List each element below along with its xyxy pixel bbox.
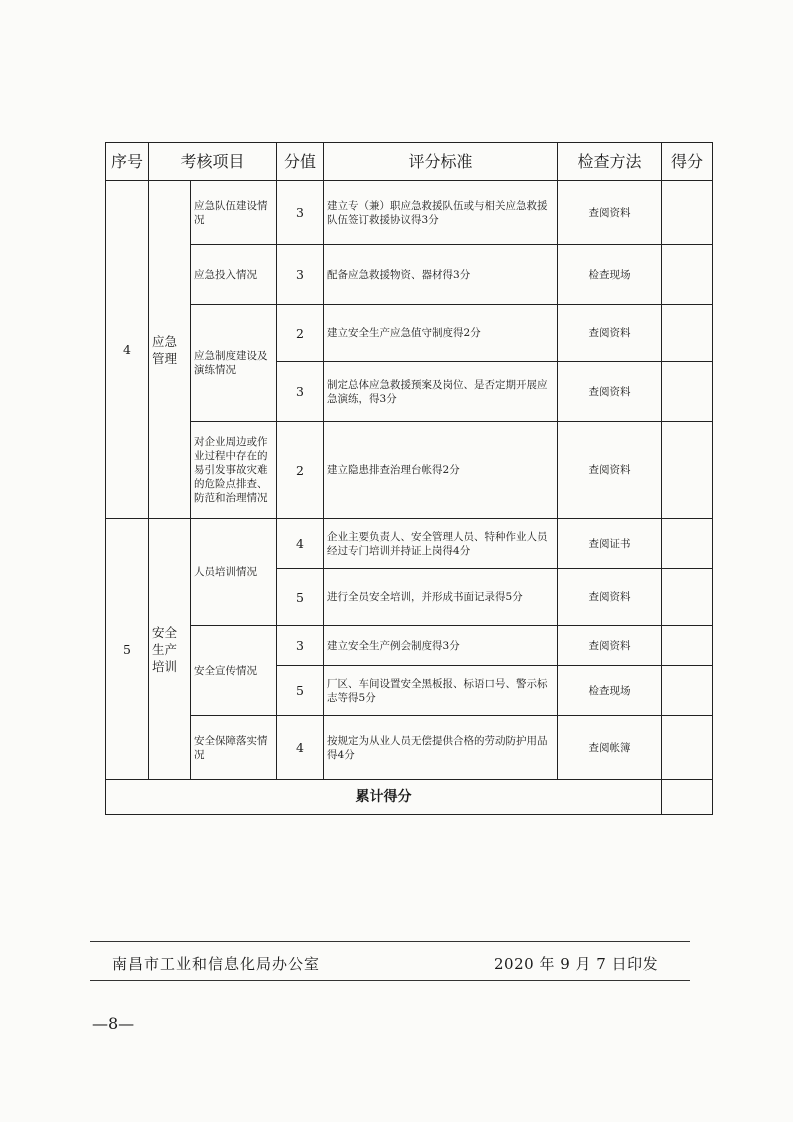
item-criteria: 制定总体应急救援预案及岗位、是否定期开展应急演练，得3分 bbox=[324, 362, 558, 422]
item-criteria: 进行全员安全培训，并形成书面记录得5分 bbox=[324, 569, 558, 626]
item-score: 2 bbox=[277, 305, 324, 362]
item-score: 3 bbox=[277, 181, 324, 245]
footer-issuer: 南昌市工业和信息化局办公室 bbox=[112, 955, 321, 973]
item-points bbox=[662, 362, 713, 422]
item-points bbox=[662, 569, 713, 626]
total-row bbox=[106, 780, 713, 815]
item-method: 检查现场 bbox=[558, 245, 662, 305]
table-row bbox=[106, 519, 713, 569]
item-criteria: 按规定为从业人员无偿提供合格的劳动防护用品得4分 bbox=[324, 716, 558, 780]
item-name: 应急制度建设及演练情况 bbox=[191, 305, 277, 422]
item-points bbox=[662, 626, 713, 666]
item-method: 查阅证书 bbox=[558, 519, 662, 569]
item-points bbox=[662, 305, 713, 362]
section-no: 5 bbox=[106, 519, 149, 780]
item-method: 查阅帐簿 bbox=[558, 716, 662, 780]
item-name: 应急投入情况 bbox=[191, 245, 277, 305]
item-name: 安全宣传情况 bbox=[191, 626, 277, 716]
item-points bbox=[662, 716, 713, 780]
section-no: 4 bbox=[106, 181, 149, 519]
item-points bbox=[662, 245, 713, 305]
table-row bbox=[106, 626, 713, 666]
header-points: 得分 bbox=[662, 143, 713, 181]
item-criteria: 建立安全生产例会制度得3分 bbox=[324, 626, 558, 666]
item-name: 安全保障落实情况 bbox=[191, 716, 277, 780]
item-method: 查阅资料 bbox=[558, 626, 662, 666]
item-method: 查阅资料 bbox=[558, 305, 662, 362]
header-score: 分值 bbox=[277, 143, 324, 181]
item-score: 5 bbox=[277, 666, 324, 716]
item-criteria: 配备应急救援物资、器材得3分 bbox=[324, 245, 558, 305]
table-row bbox=[106, 716, 713, 780]
item-criteria: 建立隐患排查治理台帐得2分 bbox=[324, 422, 558, 519]
scoring-table bbox=[105, 142, 713, 815]
table-row bbox=[106, 422, 713, 519]
table-row bbox=[106, 245, 713, 305]
header-criteria: 评分标准 bbox=[324, 143, 558, 181]
total-label: 累计得分 bbox=[106, 780, 662, 815]
item-points bbox=[662, 666, 713, 716]
item-method: 检查现场 bbox=[558, 666, 662, 716]
item-score: 4 bbox=[277, 519, 324, 569]
item-name: 对企业周边或作业过程中存在的易引发事故灾难的危险点排查、防范和治理情况 bbox=[191, 422, 277, 519]
item-score: 3 bbox=[277, 626, 324, 666]
item-criteria: 企业主要负责人、安全管理人员、特种作业人员经过专门培训并持证上岗得4分 bbox=[324, 519, 558, 569]
item-points bbox=[662, 181, 713, 245]
item-criteria: 厂区、车间设置安全黑板报、标语口号、警示标志等得5分 bbox=[324, 666, 558, 716]
item-method: 查阅资料 bbox=[558, 181, 662, 245]
item-score: 4 bbox=[277, 716, 324, 780]
header-no: 序号 bbox=[106, 143, 149, 181]
footer-top-rule bbox=[90, 941, 690, 942]
table-row bbox=[106, 305, 713, 362]
item-name: 应急队伍建设情况 bbox=[191, 181, 277, 245]
item-score: 3 bbox=[277, 362, 324, 422]
section-category: 应急管理 bbox=[149, 181, 191, 519]
item-method: 查阅资料 bbox=[558, 569, 662, 626]
item-criteria: 建立安全生产应急值守制度得2分 bbox=[324, 305, 558, 362]
section-category: 安全生产培训 bbox=[149, 519, 191, 780]
header-method: 检查方法 bbox=[558, 143, 662, 181]
item-name: 人员培训情况 bbox=[191, 519, 277, 626]
item-points bbox=[662, 422, 713, 519]
item-score: 2 bbox=[277, 422, 324, 519]
footer-bottom-rule bbox=[90, 980, 690, 981]
header-item: 考核项目 bbox=[149, 143, 277, 181]
item-points bbox=[662, 519, 713, 569]
total-points bbox=[662, 780, 713, 815]
item-method: 查阅资料 bbox=[558, 362, 662, 422]
item-method: 查阅资料 bbox=[558, 422, 662, 519]
page-number: —8— bbox=[92, 1014, 135, 1033]
footer-date: 2020 年 9 月 7 日印发 bbox=[494, 955, 659, 973]
item-score: 3 bbox=[277, 245, 324, 305]
item-score: 5 bbox=[277, 569, 324, 626]
table-row bbox=[106, 181, 713, 245]
header-row bbox=[106, 143, 713, 181]
item-criteria: 建立专（兼）职应急救援队伍或与相关应急救援队伍签订救援协议得3分 bbox=[324, 181, 558, 245]
